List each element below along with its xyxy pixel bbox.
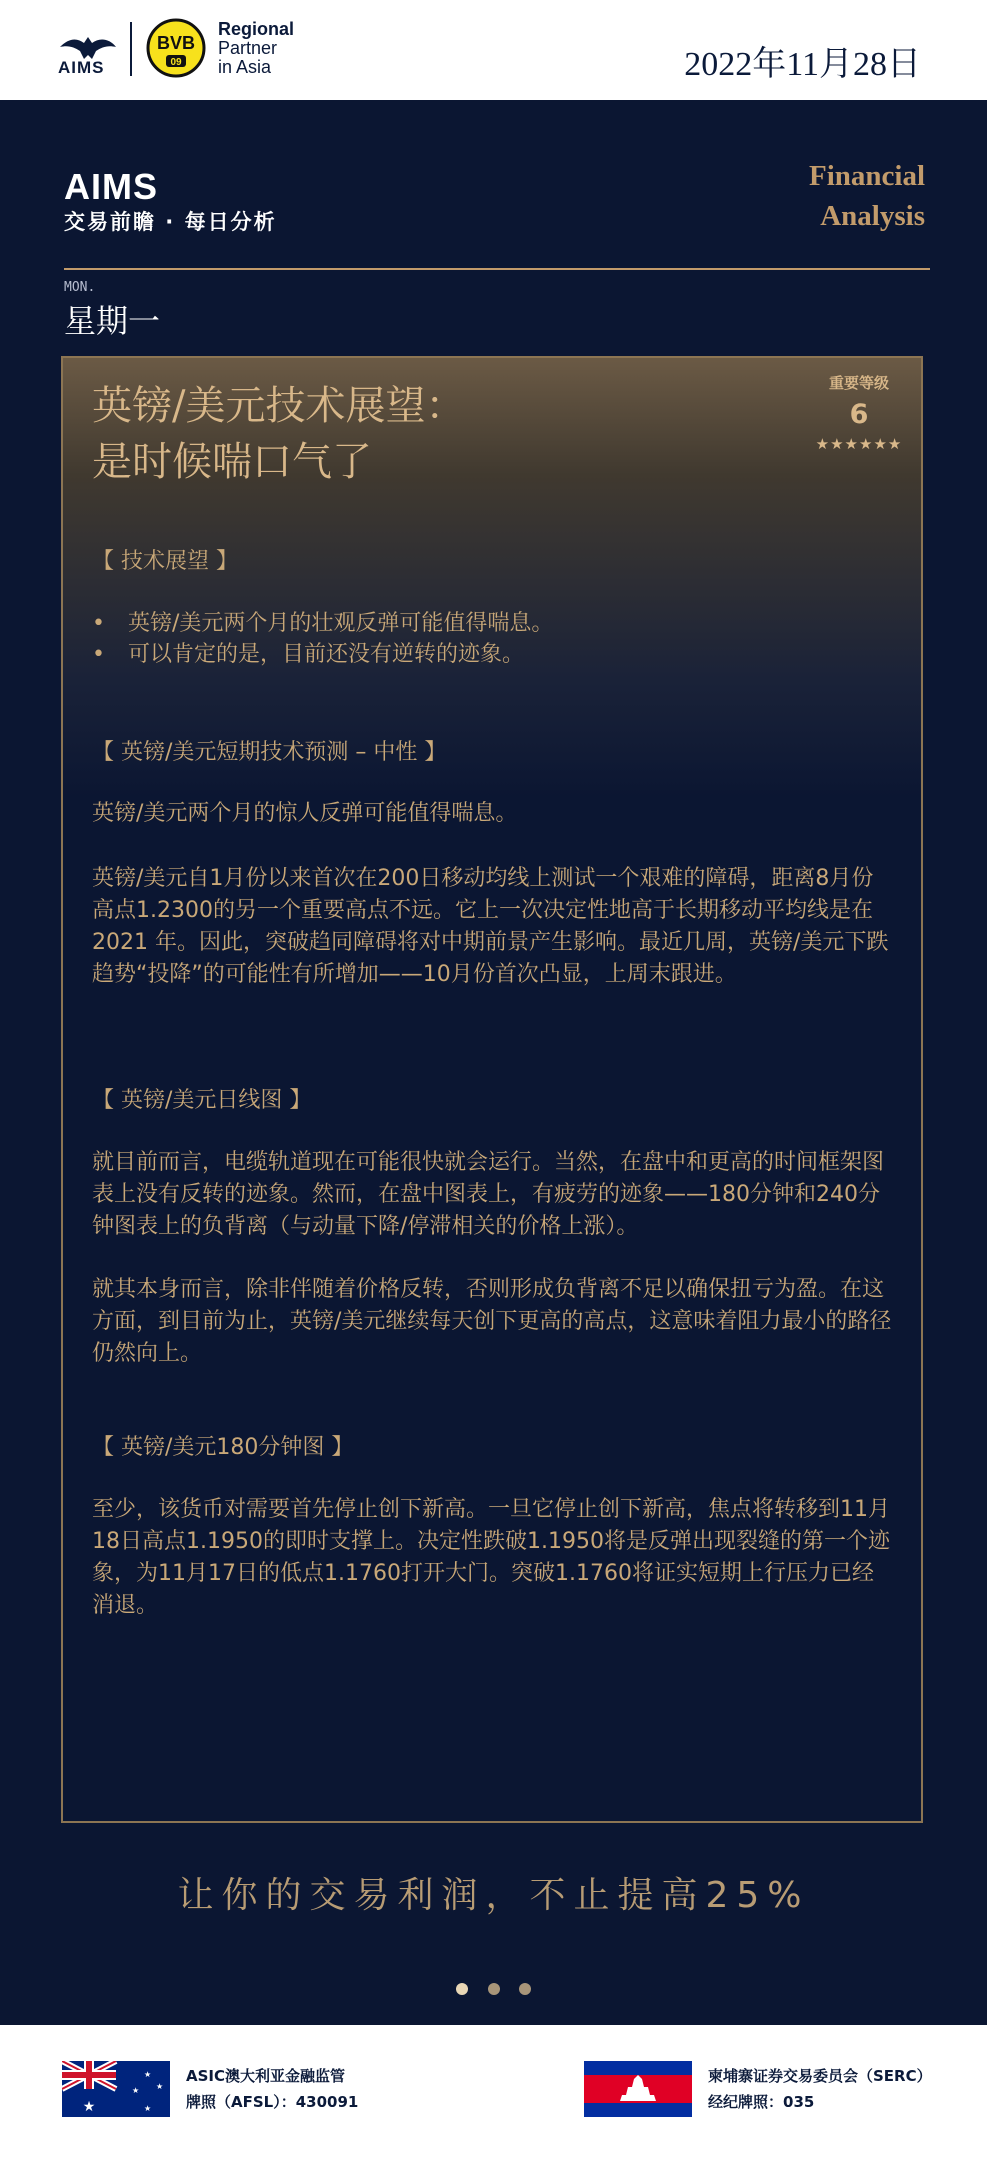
footer [0, 2025, 987, 2160]
divider [64, 268, 930, 270]
cambodia-flag-icon [584, 2061, 692, 2117]
pagination-dot[interactable] [519, 1983, 531, 1995]
asic-name: ASIC澳大利亚金融监管 [186, 2067, 346, 2085]
importance-rating [809, 372, 909, 453]
partner-line1: Regional [218, 19, 295, 39]
list-item: • 英镑/美元两个月的壮观反弹可能值得喘息。 [92, 608, 892, 639]
section-title-line2: Analysis [820, 200, 925, 232]
partner-line3: in Asia [218, 57, 272, 77]
paragraph: 英镑/美元两个月的惊人反弹可能值得喘息。 [92, 801, 518, 826]
section-heading-180min-chart: 【 英镑/美元180分钟图 】 [92, 1435, 354, 1460]
bvb-text: BVB [156, 33, 196, 53]
pagination-dots [0, 1980, 987, 1999]
asic-license: 牌照（AFSL）：430091 [186, 2093, 359, 2111]
slogan: 让你的交易利润，不止提高25% [177, 1875, 810, 1916]
aims-logo-text: AIMS [58, 58, 105, 77]
article-title-line1: 英镑/美元技术展望： [92, 383, 466, 429]
asic-regulator-info [186, 2063, 358, 2115]
partner-line2: Partner [218, 38, 278, 58]
australia-flag-icon [62, 2061, 170, 2117]
brand-name: AIMS [64, 166, 158, 207]
bvb-logo-icon [146, 18, 206, 78]
pagination-dot[interactable] [488, 1983, 500, 1995]
article-card [61, 356, 923, 1823]
star-rating-icon: ★★★★★★ [815, 435, 903, 453]
svg-text:★: ★ [144, 2070, 152, 2079]
svg-text:★: ★ [82, 2099, 96, 2115]
outlook-bullet-list [92, 608, 892, 670]
serc-regulator-info [708, 2063, 932, 2115]
list-item: • 可以肯定的是，目前还没有逆转的迹象。 [92, 639, 892, 670]
bvb-year: 09 [170, 57, 182, 68]
section-title-line1: Financial [808, 160, 925, 192]
brand-subtitle: 交易前瞻 · 每日分析 [64, 210, 277, 234]
pagination-dot-active[interactable] [456, 1983, 468, 1995]
section-heading-short-term: 【 英镑/美元短期技术预测 – 中性 】 [92, 740, 447, 765]
weekday-abbr: MON. [64, 280, 96, 295]
main-content [0, 100, 987, 2025]
issue-date: 2022年11月28日 [684, 46, 921, 83]
paragraph: 就目前而言，电缆轨道现在可能很快就会运行。当然，在盘中和更高的时间框架图表上没有反转的迹象。然而，在盘中图表上，有疲劳的迹象——180分钟和240分钟图表上的负背离（与动量下降/停滞相关的价格上涨）。 [92, 1150, 885, 1239]
top-header [0, 0, 987, 100]
article-title-line2: 是时候喘口气了 [92, 439, 372, 485]
paragraph: 英镑/美元自1月份以来首次在200日移动均线上测试一个艰难的障碍，距离8月份高点1.2300的另一个重要高点不远。它上一次决定性地高于长期移动平均线是在 2021 年。因此，突破趋同障碍将对中期前景产生影响。最近几周，英镑/美元下跌趋势“投降”的可能性有所增加——10月份首次凸显，上周末跟进。 [92, 866, 889, 987]
importance-label: 重要等级 [828, 374, 889, 392]
svg-text:★: ★ [144, 2104, 152, 2113]
section-heading-outlook: 【 技术展望 】 [92, 549, 238, 574]
section-title [705, 156, 925, 236]
article-title [92, 378, 652, 490]
paragraph: 就其本身而言，除非伴随着价格反转，否则形成负背离不足以确保扭亏为盈。在这方面，到目前为止，英镑/美元继续每天创下更高的高点，这意味着阻力最小的路径仍然向上。 [92, 1277, 892, 1366]
serc-name: 柬埔寨证券交易委员会（SERC） [708, 2067, 932, 2085]
logo-divider [130, 22, 132, 76]
section-heading-daily-chart: 【 英镑/美元日线图 】 [92, 1088, 312, 1113]
importance-value: 6 [849, 399, 869, 430]
svg-text:★: ★ [132, 2086, 140, 2095]
weekday-label: 星期一 [64, 302, 161, 340]
svg-text:★: ★ [156, 2082, 164, 2091]
serc-license: 经纪牌照：035 [708, 2093, 815, 2111]
regional-partner-text [218, 20, 294, 77]
paragraph: 至少，该货币对需要首先停止创下新高。一旦它停止创下新高，焦点将转移到11月18日高点1.1950的即时支撑上。决定性跌破1.1950将是反弹出现裂缝的第一个迹象，为11月17日的低点1.1760打开大门。突破1.1760将证实短期上行压力已经消退。 [92, 1497, 890, 1618]
